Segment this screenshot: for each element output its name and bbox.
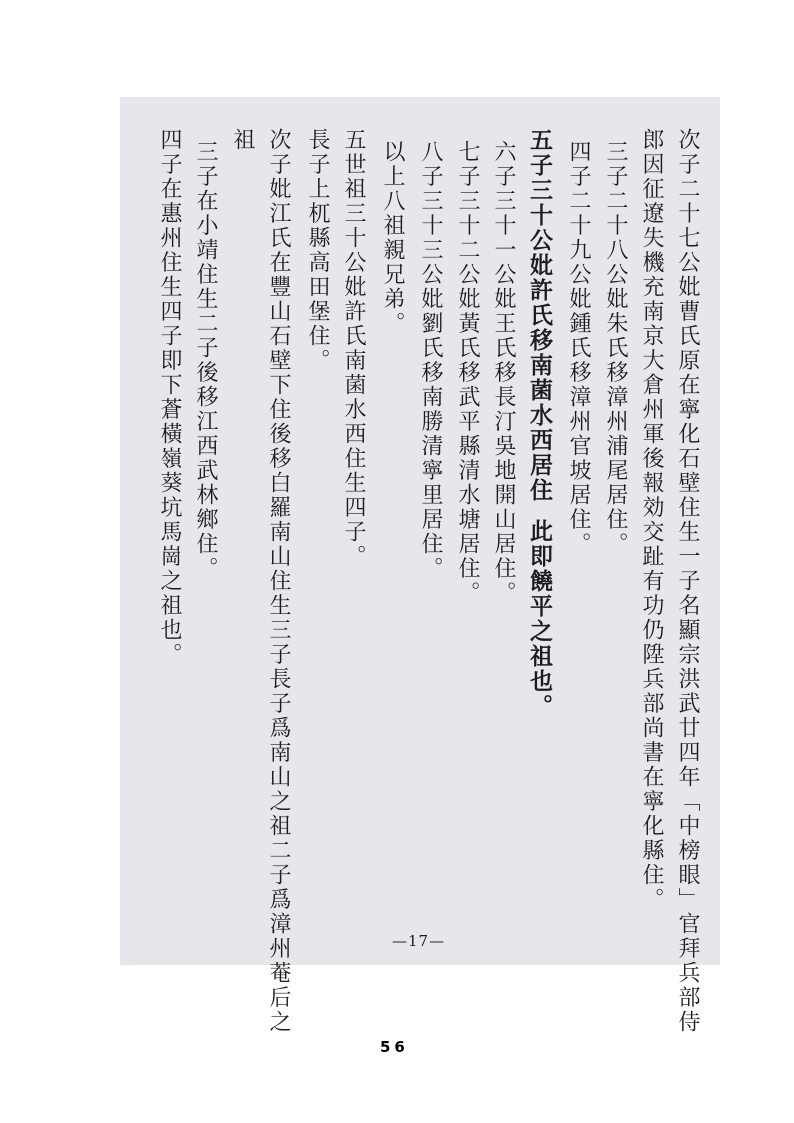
text-column-15: 四子在惠州住生四子即下蒼橫嶺葵坑馬崗之祖也。 xyxy=(157,128,182,667)
text-column-5-part-2: 此即饒平之祖也。 xyxy=(526,519,552,719)
text-column-13: 祖 xyxy=(230,128,255,153)
text-column-6: 六子三十一公妣王氏移長汀吳地開山居住。 xyxy=(491,140,516,606)
text-column-3: 三子二十八公妣朱氏移漳州浦尾居住。 xyxy=(603,140,628,557)
text-column-1: 次子二十七公妣曹氏原在寧化石壁住生一子名顯宗洪武廿四年「中榜眼」官拜兵部侍 xyxy=(675,128,700,1035)
text-column-11: 長子上杌縣高田堡住。 xyxy=(305,128,330,373)
text-column-8: 八子三十三公妣劉氏移南勝清寧里居住。 xyxy=(418,140,443,581)
text-column-14: 三子在小靖住生二子後移江西武林鄉住。 xyxy=(193,140,218,581)
text-column-5-bold xyxy=(524,128,554,719)
text-column-7: 七子三十二公妣黃氏移武平縣清水塘居住。 xyxy=(455,140,480,606)
text-column-4: 四子二十九公妣鍾氏移漳州官坡居住。 xyxy=(566,140,591,557)
page-number: —17— xyxy=(392,932,446,950)
text-column-9: 以上八祖親兄弟。 xyxy=(380,140,405,336)
text-column-10: 五世祖三十公妣許氏南菌水西住生四子。 xyxy=(341,128,366,569)
text-column-5-part-1: 五子三十公妣許氏移南菌水西居住 xyxy=(526,128,552,503)
text-column-2: 郎因征遼失機充南京大倉州軍後報効交趾有功仍陞兵部尚書在寧化縣住。 xyxy=(639,128,664,912)
sheet-number: 56 xyxy=(380,1038,409,1056)
text-column-12: 次子妣江氏在豐山石壁下住後移白羅南山住生三子長子爲南山之祖二子爲漳州菴后之 xyxy=(266,128,291,1035)
